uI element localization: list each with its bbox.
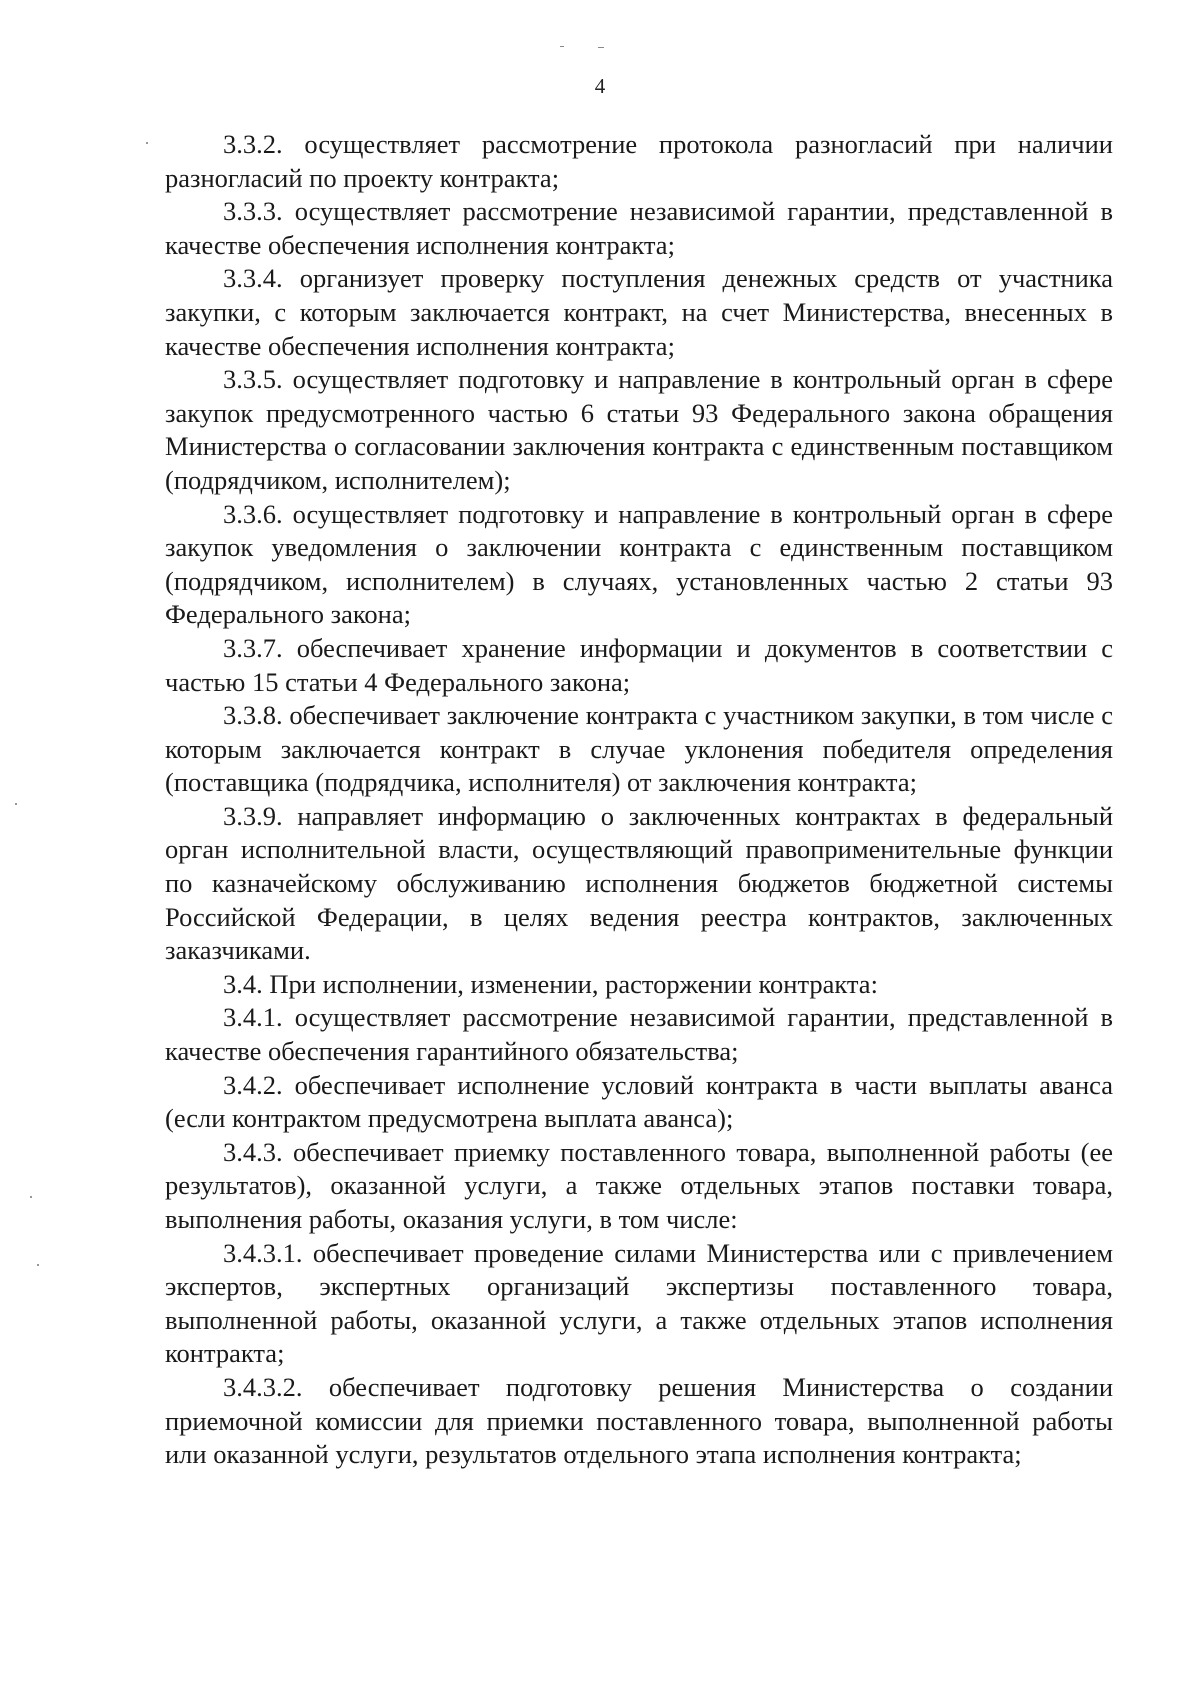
scan-speck bbox=[30, 1196, 32, 1198]
scan-speck bbox=[560, 46, 564, 47]
paragraph-3-3-5: 3.3.5. осуществляет подготовку и направление в контрольный орган в сфере закупок предусмотренного частью 6 статьи 93 Федерального закона обращения Министерства о согласовании заключения контракта с единственным поставщиком (подрядчиком, исполнителем); bbox=[165, 364, 1113, 495]
scan-speck bbox=[15, 803, 17, 805]
document-body bbox=[165, 128, 1113, 1472]
paragraph-3-3-9: 3.3.9. направляет информацию о заключенных контрактах в федеральный орган исполнительной власти, осуществляющий правоприменительные функции по казначейскому обслуживанию исполнения бюджетов бюджетной системы Российской Федерации, в целях ведения реестра контрактов, заключенных заказчиками. bbox=[165, 800, 1113, 966]
paragraph-3-4-2: 3.4.2. обеспечивает исполнение условий контракта в части выплаты аванса (если контрактом предусмотрена выплата аванса); bbox=[165, 1069, 1113, 1134]
paragraph-3-3-8: 3.3.8. обеспечивает заключение контракта с участником закупки, в том числе с которым заключается контракт в случае уклонения победителя определения (поставщика (подрядчика, исполнителя) от заключения контракта; bbox=[165, 700, 1113, 798]
scan-speck bbox=[37, 1264, 39, 1266]
scan-speck bbox=[598, 47, 604, 48]
paragraph-3-3-4: 3.3.4. организует проверку поступления денежных средств от участника закупки, с которым заключается контракт, на счет Министерства, внесенных в качестве обеспечения исполнения контракта; bbox=[165, 263, 1113, 361]
scan-speck bbox=[146, 142, 148, 144]
paragraph-3-3-3: 3.3.3. осуществляет рассмотрение независимой гарантии, представленной в качестве обеспечения исполнения контракта; bbox=[165, 196, 1113, 260]
paragraph-3-4-3-2: 3.4.3.2. обеспечивает подготовку решения Министерства о создании приемочной комиссии для приемки поставленного товара, выполненной работы или оказанной услуги, результатов отдельного этапа исполнения контракта; bbox=[165, 1371, 1113, 1470]
paragraph-3-4-1: 3.4.1. осуществляет рассмотрение независимой гарантии, представленной в качестве обеспечения гарантийного обязательства; bbox=[165, 1002, 1113, 1067]
paragraph-3-3-2: 3.3.2. осуществляет рассмотрение протокола разногласий при наличии разногласий по проекту контракта; bbox=[165, 129, 1113, 193]
page-number: 4 bbox=[594, 74, 606, 98]
paragraph-3-3-6: 3.3.6. осуществляет подготовку и направление в контрольный орган в сфере закупок уведомления о заключении контракта с единственным поставщиком (подрядчиком, исполнителем) в случаях, установленных частью 2 статьи 93 Федерального закона; bbox=[165, 498, 1113, 630]
paragraph-3-4-3-1: 3.4.3.1. обеспечивает проведение силами Министерства или с привлечением экспертов, экспертных организаций экспертизы поставленного товара, выполненной работы, оказанной услуги, а также отдельных этапов исполнения контракта; bbox=[165, 1237, 1113, 1369]
paragraph-3-4-3: 3.4.3. обеспечивает приемку поставленного товара, выполненной работы (ее результатов), оказанной услуги, а также отдельных этапов поставки товара, выполнения работы, оказания услуги, в том числе: bbox=[165, 1136, 1113, 1234]
paragraph-3-3-7: 3.3.7. обеспечивает хранение информации и документов в соответствии с частью 15 статьи 4 Федерального закона; bbox=[165, 632, 1113, 697]
paragraph-3-4: 3.4. При исполнении, изменении, расторжении контракта: bbox=[223, 968, 878, 999]
